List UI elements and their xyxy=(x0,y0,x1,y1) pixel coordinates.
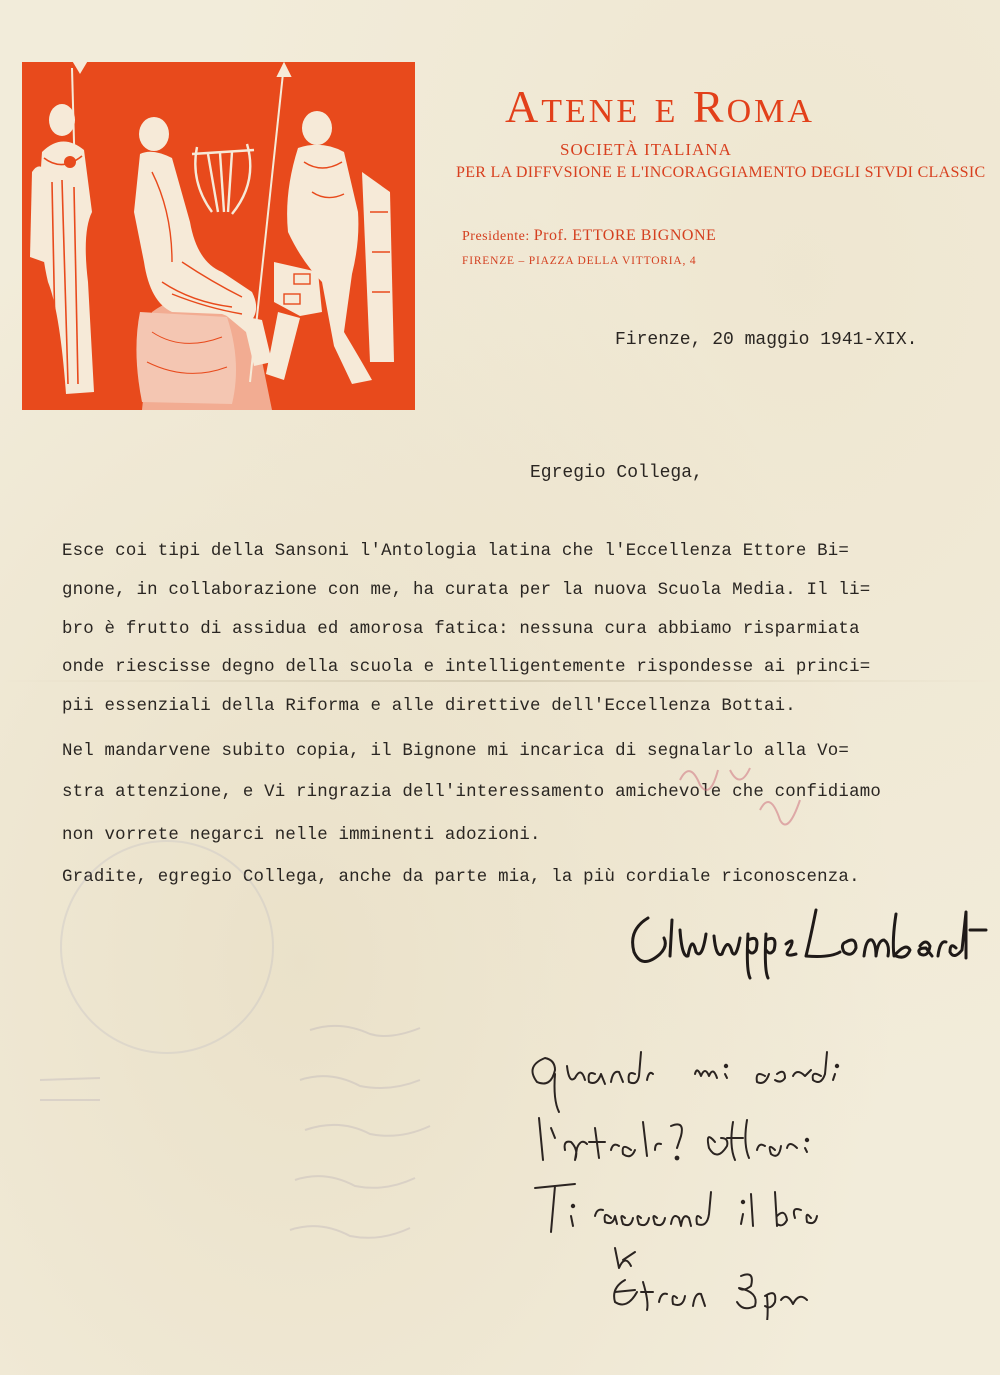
handwritten-note xyxy=(515,1030,955,1320)
letterhead-tagline: PER LA DIFFVSIONE E L'INCORAGGIAMENTO DEGLI STVDI CLASSIC xyxy=(456,164,986,181)
paper-fold xyxy=(0,680,1000,682)
pencil-annotation xyxy=(670,740,820,860)
greek-figures-illustration xyxy=(22,62,415,410)
letter-line-9: Gradite, egregio Collega, anche da parte mia, la più cordiale riconoscenza. xyxy=(62,868,860,887)
letter-line-8: non vorrete negarci nelle imminenti adozioni. xyxy=(62,826,541,845)
president-label: Presidente: xyxy=(462,229,530,244)
letterhead-president xyxy=(462,227,716,245)
typed-signature-handwritten xyxy=(620,900,990,980)
letter-line-1: Esce coi tipi della Sansoni l'Antologia latina che l'Eccellenza Ettore Bi= xyxy=(62,542,850,561)
letterhead-subtitle: SOCIETÀ ITALIANA xyxy=(560,140,732,159)
letter-salutation: Egregio Collega, xyxy=(530,463,703,483)
letterhead-address: FIRENZE – PIAZZA DELLA VITTORIA, 4 xyxy=(462,255,697,267)
letter-line-7: stra attenzione, e Vi ringrazia dell'interessamento amichevole che confidiamo xyxy=(62,783,881,802)
letter-line-4: onde riescisse degno della scuola e intelligentemente rispondesse ai princi= xyxy=(62,658,871,677)
letter-line-5: pii essenziali della Riforma e alle direttive dell'Eccellenza Bottai. xyxy=(62,697,796,716)
letter-line-3: bro è frutto di assidua ed amorosa fatica: nessuna cura abbiamo risparmiata xyxy=(62,620,860,639)
letterhead-vignette xyxy=(22,62,415,410)
bleed-through-writing xyxy=(20,1000,520,1340)
letter-line-2: gnone, in collaborazione con me, ha curata per la nuova Scuola Media. Il li= xyxy=(62,581,871,600)
letterhead-title: ATENE E ROMA xyxy=(505,81,815,132)
letter-line-6: Nel mandarvene subito copia, il Bignone mi incarica di segnalarlo alla Vo= xyxy=(62,742,850,761)
president-name: Prof. ETTORE BIGNONE xyxy=(533,227,717,244)
letter-date: Firenze, 20 maggio 1941-XIX. xyxy=(615,330,918,350)
